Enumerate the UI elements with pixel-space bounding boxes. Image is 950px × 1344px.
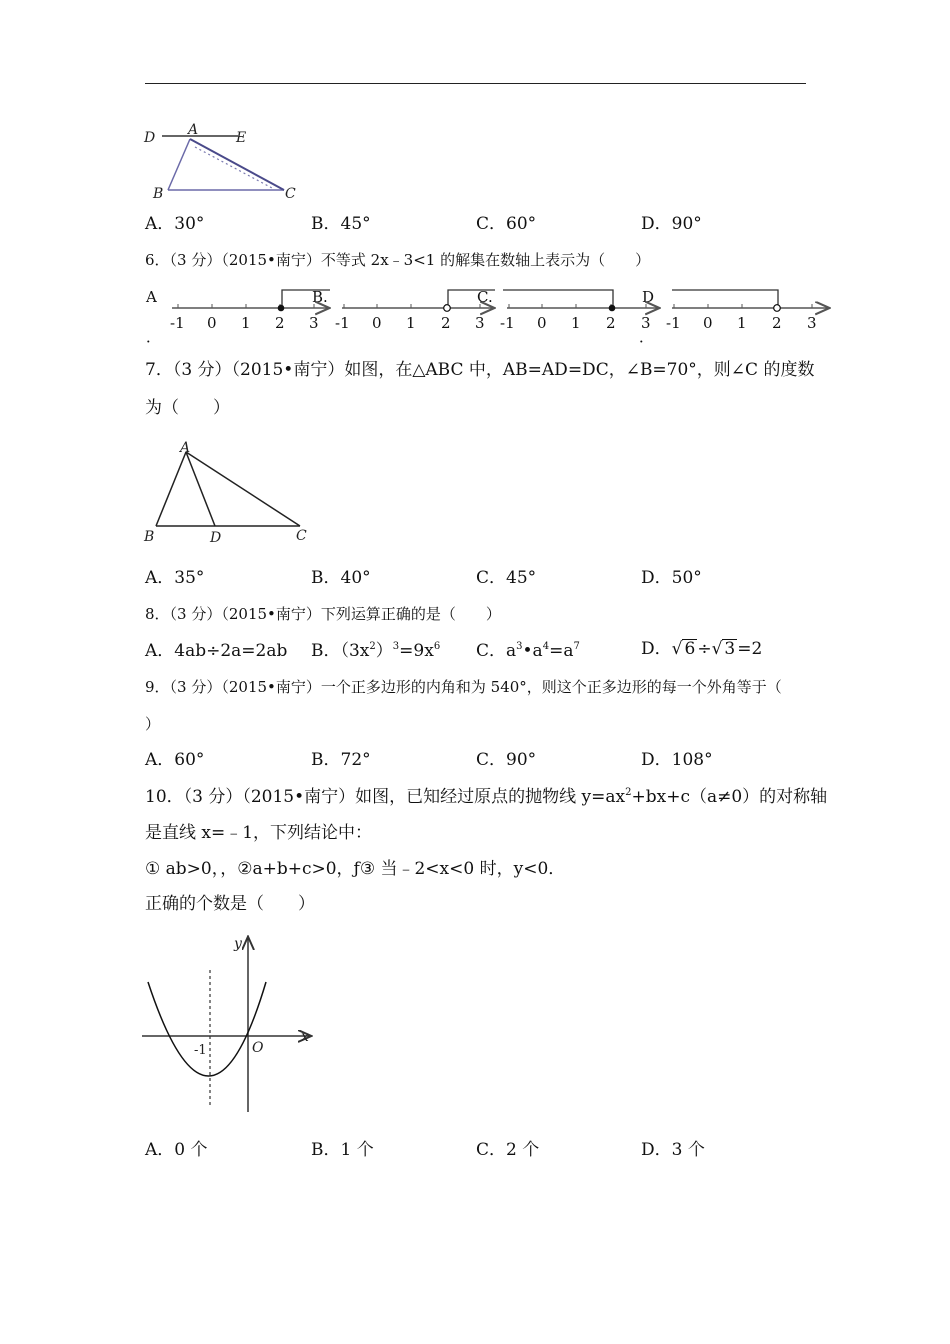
q7-stem-line1: 7．（3 分）（2015•南宁）如图，在△ABC 中，AB=AD=DC，∠B=70°，则∠C 的度数 (145, 360, 815, 380)
q7-label-d: D (210, 530, 222, 546)
option-letter: A． (145, 568, 175, 588)
q6-option-a-dot: ． (146, 328, 162, 346)
q6-number-lines (160, 282, 840, 334)
tick-label: 2 (772, 314, 782, 332)
tick-label: 3 (309, 314, 319, 332)
option-text: 2 个 (506, 1140, 540, 1160)
q5-label-a: A (188, 122, 199, 138)
q6-number-line-a (170, 290, 330, 332)
option-text: 45° (340, 214, 371, 234)
q5-option-c[interactable] (476, 213, 536, 235)
q6-number-line-d (666, 290, 828, 332)
option-text: 90° (506, 750, 537, 770)
option-letter: C． (476, 214, 507, 234)
q5-label-d: D (144, 130, 156, 146)
option-text: ） (375, 641, 393, 661)
tick-label: 1 (406, 314, 416, 332)
exponent: 7 (573, 641, 580, 652)
q5-option-d[interactable] (641, 213, 702, 235)
option-letter: C． (476, 568, 507, 588)
exponent: 4 (542, 641, 550, 652)
radicand: 6 (684, 639, 696, 659)
q7-label-a: A (180, 440, 191, 456)
q9-option-b[interactable] (311, 749, 371, 771)
option-text: =a (549, 641, 574, 661)
q10-option-c[interactable] (476, 1139, 539, 1161)
tick-label: 2 (275, 314, 285, 332)
q7-label-b: B (144, 529, 155, 545)
q9-option-c[interactable] (476, 749, 536, 771)
option-text: 0 个 (174, 1140, 208, 1160)
sqrt-sign-icon: √ (711, 639, 723, 659)
option-text: 30° (174, 214, 205, 234)
q10-stem-line1 (145, 786, 827, 808)
option-text: •a (522, 641, 543, 661)
option-letter: D． (641, 568, 672, 588)
tick-label: -1 (666, 314, 681, 332)
q9-option-d[interactable] (641, 749, 713, 771)
q10-option-b[interactable] (311, 1139, 374, 1161)
tick-label: 3 (807, 314, 817, 332)
option-letter: A． (145, 1140, 175, 1160)
option-letter: A． (145, 214, 175, 234)
q10-label-x: x (301, 1029, 309, 1045)
option-text: 45° (506, 568, 537, 588)
q6-option-b-letter[interactable]: B. (312, 288, 328, 306)
option-letter: B． (311, 568, 341, 588)
option-text: =2 (737, 639, 763, 659)
q7-option-b[interactable] (311, 567, 371, 589)
option-text: 90° (671, 214, 702, 234)
q7-option-c[interactable] (476, 567, 536, 589)
header-rule (145, 83, 806, 84)
tick-label: 0 (537, 314, 547, 332)
q6-number-line-b (335, 290, 495, 332)
option-text: 60° (506, 214, 537, 234)
tick-label: 2 (606, 314, 616, 332)
q10-stem-line2: 是直线 x=﹣1，下列结论中： (145, 823, 373, 843)
q10-label-minus-one: -1 (194, 1043, 207, 1058)
q10-label-origin: O (252, 1040, 264, 1056)
tick-label: 3 (475, 314, 485, 332)
option-text: 40° (340, 568, 371, 588)
q7-option-d[interactable] (641, 567, 702, 589)
option-text: 3 个 (671, 1140, 705, 1160)
tick-label: -1 (500, 314, 515, 332)
q6-stem: 6．（3 分）（2015•南宁）不等式 2x﹣3<1 的解集在数轴上表示为（ ） (145, 251, 651, 269)
option-letter: C． (476, 750, 507, 770)
option-text: 50° (671, 568, 702, 588)
q8-stem: 8．（3 分）（2015•南宁）下列运算正确的是（ ） (145, 605, 501, 623)
q5-option-b[interactable] (311, 213, 371, 235)
q9-stem-line1: 9．（3 分）（2015•南宁）一个正多边形的内角和为 540°，则这个正多边形的每一个外角等于（ (145, 678, 782, 696)
q6-option-c-letter[interactable]: C. (477, 288, 493, 306)
q5-label-c: C (285, 186, 296, 202)
tick-label: -1 (170, 314, 185, 332)
q5-label-b: B (153, 186, 164, 202)
option-text: 108° (671, 750, 713, 770)
q9-stem-line2: ） (145, 715, 161, 733)
q7-stem-line2: 为（ ） (145, 398, 230, 418)
option-text: 35° (174, 568, 205, 588)
exponent: 3 (516, 641, 523, 652)
q10-option-a[interactable] (145, 1139, 208, 1161)
q10-stem-line3: ① ab>0，，②a+b+c>0，ƒ③ 当﹣2<x<0 时，y<0． (145, 859, 566, 879)
q10-option-d[interactable] (641, 1139, 705, 1161)
stem-text: 10．（3 分）（2015•南宁）如图，已知经过原点的抛物线 y=ax (145, 787, 626, 807)
option-letter: D． (641, 750, 672, 770)
q10-label-y: y (234, 936, 242, 952)
option-text: 60° (174, 750, 205, 770)
q7-label-c: C (296, 528, 307, 544)
radicand: 3 (724, 639, 736, 659)
option-text: B．（3x (311, 641, 370, 661)
tick-label: 3 (641, 314, 651, 332)
q6-option-c-dot: ． (639, 328, 655, 346)
option-text: 1 个 (340, 1140, 374, 1160)
tick-label: 1 (241, 314, 251, 332)
q5-label-e: E (236, 130, 247, 146)
exponent: 3 (392, 641, 400, 652)
q8-option-d[interactable] (641, 638, 762, 660)
q8-option-c[interactable] (476, 640, 580, 662)
tick-label: 2 (441, 314, 451, 332)
option-letter: A． (145, 750, 175, 770)
divide-sign: ÷ (697, 639, 712, 659)
exponent: 2 (625, 787, 632, 798)
option-text: 72° (340, 750, 371, 770)
stem-text: +bx+c（a≠0）的对称轴 (631, 787, 828, 807)
option-letter: B． (311, 214, 341, 234)
q5-figure (140, 120, 310, 205)
tick-label: 1 (571, 314, 581, 332)
q10-parabola-figure (138, 930, 318, 1118)
tick-label: 1 (737, 314, 747, 332)
option-letter: D． (641, 1140, 672, 1160)
tick-label: 0 (207, 314, 217, 332)
sqrt-sign-icon: √ (671, 639, 683, 659)
q5-option-a[interactable] (145, 213, 204, 235)
option-letter: B． (311, 750, 341, 770)
tick-label: 0 (703, 314, 713, 332)
tick-label: 0 (372, 314, 382, 332)
q7-option-a[interactable] (145, 567, 204, 589)
option-text: =9x (399, 641, 434, 661)
option-letter: D． (641, 214, 672, 234)
q7-figure (140, 438, 320, 548)
q6-number-line-c (500, 290, 658, 332)
q6-option-a-letter[interactable]: A (146, 288, 157, 306)
option-text: C．a (476, 641, 517, 661)
exponent: 6 (433, 641, 441, 652)
option-letter: C． (476, 1140, 507, 1160)
q9-option-a[interactable] (145, 749, 204, 771)
q6-option-d-letter[interactable]: D (642, 288, 655, 306)
q10-stem-line4: 正确的个数是（ ） (145, 894, 315, 914)
option-letter: D． (641, 639, 672, 659)
tick-label: -1 (335, 314, 350, 332)
option-letter: B． (311, 1140, 341, 1160)
exponent: 2 (369, 641, 376, 652)
q8-option-a[interactable]: A．4ab÷2a=2ab (145, 641, 288, 661)
q8-option-b[interactable] (311, 640, 440, 662)
